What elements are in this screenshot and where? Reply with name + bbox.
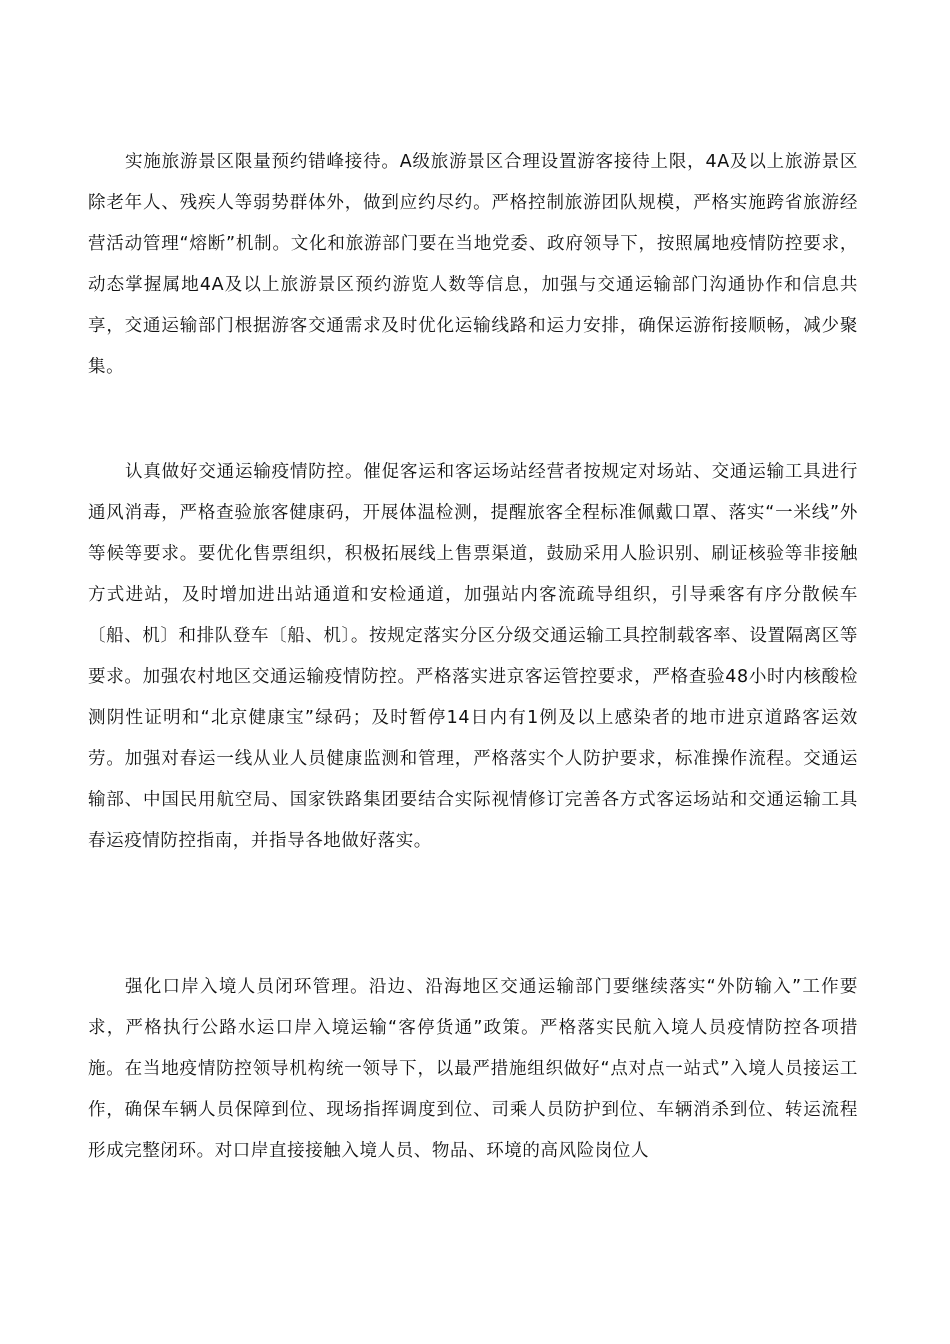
paragraph-port-entry-management: 强化口岸入境人员闭环管理。沿边、沿海地区交通运输部门要继续落实“外防输入”工作要求，严格执行公路水运口岸入境运输“客停货通”政策。严格落实民航入境人员疫情防控各项措施。在当地疫情防控领导机构统一领导下，以最严措施组织做好“点对点一站式”入境人员接运工作，确保车辆人员保障到位、现场指挥调度到位、司乘人员防护到位、车辆消杀到位、转运流程形成完整闭环。对口岸直接接触入境人员、物品、环境的高风险岗位人: [88, 977, 858, 1161]
paragraph-scenic-area-reservation: 实施旅游景区限量预约错峰接待。A级旅游景区合理设置游客接待上限，4A及以上旅游景区除老年人、残疾人等弱势群体外，做到应约尽约。严格控制旅游团队规模，严格实施跨省旅游经营活动管理“熔断”机制。文化和旅游部门要在当地党委、政府领导下，按照属地疫情防控要求，动态掌握属地4A及以上旅游景区预约游览人数等信息，加强与交通运输部门沟通协作和信息共享，交通运输部门根据游客交通需求及时优化运输线路和运力安排，确保运游衔接顺畅，减少聚集。: [88, 152, 858, 377]
paragraph-transport-epidemic-control: 认真做好交通运输疫情防控。催促客运和客运场站经营者按规定对场站、交通运输工具进行通风消毒，严格查验旅客健康码，开展体温检测，提醒旅客全程标准佩戴口罩、落实“一米线”外等候等要求。要优化售票组织，积极拓展线上售票渠道，鼓励采用人脸识别、刷证核验等非接触方式进站，及时增加进出站通道和安检通道，加强站内客流疏导组织，引导乘客有序分散候车〔船、机〕和排队登车〔船、机〕。按规定落实分区分级交通运输工具控制载客率、设置隔离区等要求。加强农村地区交通运输疫情防控。严格落实进京客运管控要求，严格查验48小时内核酸检测阴性证明和“北京健康宝”绿码；及时暂停14日内有1例及以上感染者的地市进京道路客运效劳。加强对春运一线从业人员健康监测和管理，严格落实个人防护要求，标准操作流程。交通运输部、中国民用航空局、国家铁路集团要结合实际视情修订完善各方式客运场站和交通运输工具春运疫情防控指南，并指导各地做好落实。: [88, 462, 858, 851]
